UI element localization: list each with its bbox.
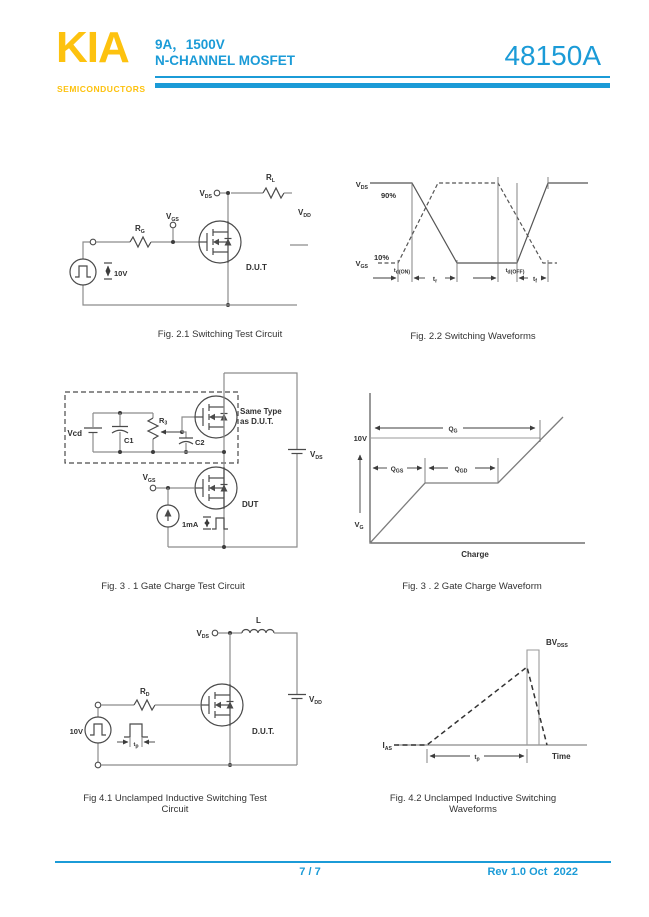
page-number: 7 / 7 bbox=[299, 866, 321, 878]
current-source bbox=[157, 505, 179, 527]
vds-trace bbox=[370, 183, 588, 263]
inductor bbox=[242, 630, 274, 634]
label-qgd: $Q_{GD}$ bbox=[454, 466, 468, 475]
product-type: N-CHANNEL MOSFET bbox=[155, 53, 295, 68]
label-tp: tp bbox=[133, 742, 139, 750]
label-time-axis: Time bbox=[552, 752, 571, 761]
figure-caption-3-1: Fig. 3 . 1 Gate Charge Test Circuit bbox=[101, 581, 245, 592]
label-c2: C2 bbox=[195, 438, 205, 447]
mosfet-symbol-dut bbox=[201, 684, 243, 726]
label-same-type-2: as D.U.T. bbox=[240, 417, 274, 426]
label-vds: $V_{DS}$ bbox=[355, 180, 368, 191]
label-dut: D.U.T. bbox=[252, 727, 275, 736]
part-number: 48150A bbox=[504, 40, 601, 71]
ground-terminal-node bbox=[95, 762, 101, 768]
revision: Rev 1.0 Oct 2022 bbox=[487, 866, 578, 878]
figure-caption-4-2: Fig. 4.2 Unclamped Inductive Switching Waveforms bbox=[389, 793, 557, 815]
junction-dot bbox=[222, 450, 226, 454]
resistor-r3 bbox=[148, 418, 158, 439]
brand-logo: KIA bbox=[56, 23, 129, 72]
label-current: 1mA bbox=[182, 520, 199, 529]
label-td-on: td(ON) bbox=[393, 268, 411, 276]
label-td-off: td(OFF) bbox=[505, 268, 525, 276]
resistor-rd bbox=[134, 700, 155, 710]
charge-ticks bbox=[425, 420, 540, 483]
label-vgs: $V_{GS}$ bbox=[142, 473, 156, 484]
pulse-glyph bbox=[212, 518, 228, 529]
label-vgs: $V_{GS}$ bbox=[355, 259, 368, 270]
wire bbox=[83, 242, 90, 259]
label-vdd: $V_{DD}$ bbox=[309, 695, 322, 706]
vgs-terminal-node bbox=[170, 222, 176, 228]
gate-charge-curve bbox=[370, 417, 563, 543]
pulse-glyph bbox=[124, 724, 148, 737]
ground-rail bbox=[83, 285, 297, 305]
label-charge-axis: Charge bbox=[461, 550, 489, 559]
gate-input-node bbox=[95, 702, 101, 708]
mosfet-symbol-dut bbox=[195, 467, 237, 509]
label-vds: $V_{DS}$ bbox=[310, 450, 323, 461]
label-vdd: $V_{DD}$ bbox=[298, 208, 311, 219]
label-vds: $V_{DS}$ bbox=[199, 189, 212, 200]
bvdss-pulse-outline bbox=[527, 650, 539, 745]
vds-terminal-node bbox=[214, 190, 220, 196]
header-rule-thin bbox=[155, 76, 610, 78]
label-vg: $V_G$ bbox=[354, 520, 364, 531]
junction-dot bbox=[151, 450, 155, 454]
label-rl: $R_L$ bbox=[266, 173, 275, 184]
label-10pct: 10% bbox=[374, 253, 390, 262]
junction-dot bbox=[222, 545, 226, 549]
label-pulse-voltage: 10V bbox=[114, 269, 128, 278]
fig-4-1-unclamped-inductive-test-circuit-diagram bbox=[60, 615, 360, 780]
label-vds: $V_{DS}$ bbox=[196, 629, 209, 640]
footer-rule bbox=[55, 861, 611, 863]
fig-4-2-unclamped-inductive-waveforms-diagram bbox=[350, 625, 615, 775]
label-bvdss: $BV_{DSS}$ bbox=[546, 638, 568, 649]
resistor-rg bbox=[130, 237, 151, 247]
vds-terminal-node bbox=[212, 630, 218, 636]
pulse-generator bbox=[85, 717, 111, 743]
brand-logo-subtitle: SEMICONDUCTORS bbox=[57, 84, 146, 94]
label-tr: $t_r$ bbox=[432, 276, 438, 285]
mosfet-symbol-same-type bbox=[195, 396, 237, 438]
label-rd: $R_D$ bbox=[140, 687, 150, 698]
label-c1: C1 bbox=[124, 436, 134, 445]
junction-dot bbox=[226, 191, 230, 195]
product-rating: 9A，1500V bbox=[155, 37, 225, 52]
figure-caption-3-2: Fig. 3 . 2 Gate Charge Waveform bbox=[402, 581, 542, 592]
wire bbox=[182, 417, 195, 432]
label-inductor: L bbox=[256, 616, 261, 625]
current-trace bbox=[394, 667, 547, 745]
label-same-type-1: Same Type bbox=[240, 407, 282, 416]
fig-2-2-switching-waveforms-diagram bbox=[345, 170, 605, 310]
header-rule-thick bbox=[155, 83, 610, 88]
vgs-trace bbox=[378, 183, 557, 263]
label-dut: D.U.T bbox=[246, 263, 267, 272]
fig-2-1-switching-test-circuit-diagram bbox=[60, 163, 340, 313]
figure-caption-4-1: Fig 4.1 Unclamped Inductive Switching Test Circuit bbox=[83, 793, 267, 815]
timing-ticks bbox=[398, 177, 548, 282]
label-vcd: Vcd bbox=[67, 429, 82, 438]
mosfet-symbol bbox=[199, 221, 241, 263]
label-dut: DUT bbox=[242, 500, 259, 509]
figure-caption-2-2: Fig. 2.2 Switching Waveforms bbox=[410, 331, 536, 342]
label-10v: 10V bbox=[353, 434, 367, 443]
fig-3-2-gate-charge-waveform-diagram bbox=[345, 385, 605, 570]
fig-3-1-gate-charge-test-circuit-diagram bbox=[60, 370, 340, 570]
label-pulse-voltage: 10V bbox=[69, 727, 83, 736]
label-tp: $t_p$ bbox=[474, 754, 480, 763]
input-terminal-node bbox=[90, 239, 96, 245]
label-qg: $Q_G$ bbox=[448, 426, 458, 435]
label-qgs: $Q_{GS}$ bbox=[390, 466, 404, 475]
figure-caption-2-1: Fig. 2.1 Switching Test Circuit bbox=[157, 329, 283, 340]
label-vgs: $V_{GS}$ bbox=[166, 212, 179, 223]
label-tf: $t_f$ bbox=[533, 276, 537, 285]
junction-dot bbox=[118, 450, 122, 454]
label-90pct: 90% bbox=[381, 191, 397, 200]
label-ias: $I_{AS}$ bbox=[382, 741, 392, 752]
resistor-rl bbox=[263, 188, 284, 198]
junction-dot bbox=[171, 240, 175, 244]
vgs-terminal-node bbox=[150, 485, 156, 491]
label-rg: $R_G$ bbox=[135, 224, 145, 235]
label-r3: $R_3$ bbox=[159, 416, 168, 427]
pulse-generator bbox=[70, 259, 96, 285]
